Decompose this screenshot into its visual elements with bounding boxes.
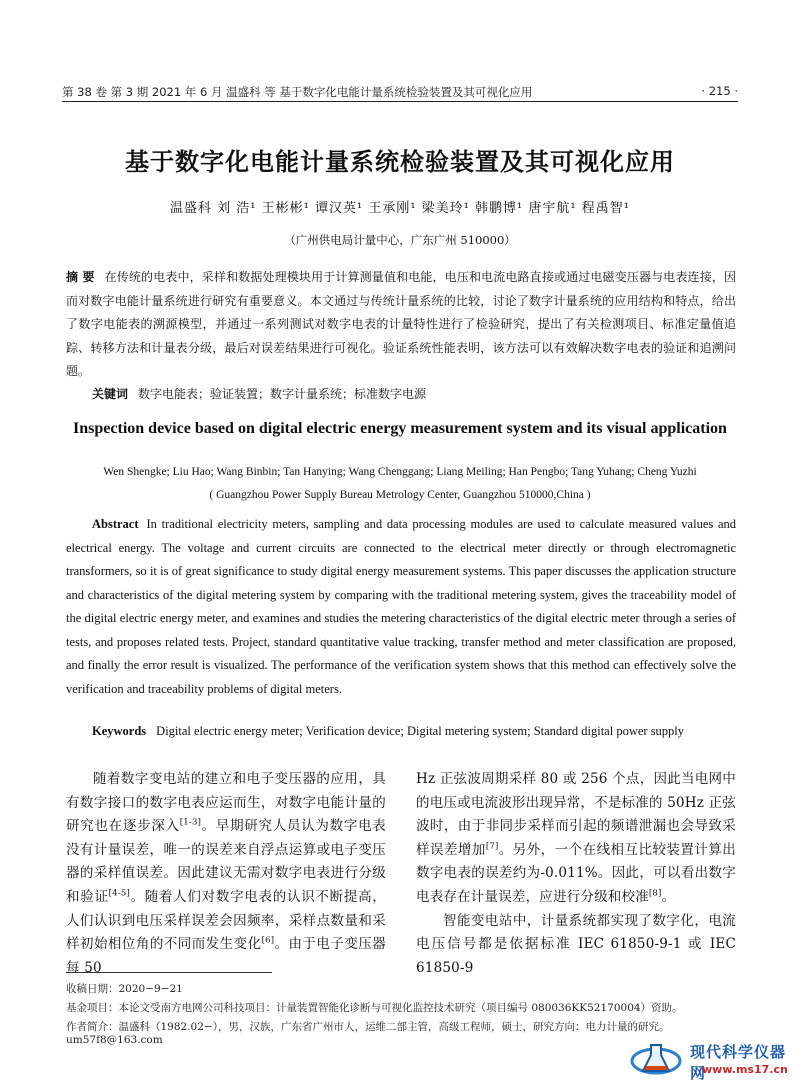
body-text: 。 bbox=[661, 888, 676, 905]
author-list: 温盛科 刘 浩¹ 王彬彬¹ 谭汉英¹ 王承刚¹ 梁美玲¹ 韩鹏博¹ 唐宇航¹ 程禹智¹ bbox=[170, 201, 630, 216]
english-abstract bbox=[66, 513, 736, 701]
chinese-keywords-text: 数字电能表；验证装置；数字计量系统；标准数字电源 bbox=[138, 387, 427, 401]
english-title: Inspection device based on digital electric energy measurement system and its visual application bbox=[73, 420, 727, 437]
body-text: 。由于电子变压器每 50 bbox=[66, 936, 386, 976]
citation: [6] bbox=[261, 935, 275, 946]
footnote-received: 收稿日期：2020−9−21 bbox=[66, 983, 183, 995]
body-paragraph: 智能变电站中，计量系统都实现了数字化，电流电压信号都是依据标准 IEC 61850-9-1 或 IEC 61850-9 bbox=[416, 912, 736, 976]
chinese-keywords bbox=[92, 385, 426, 402]
english-keywords bbox=[92, 724, 684, 739]
body-paragraph bbox=[66, 768, 386, 980]
footnote-author: 作者简介：温盛科（1982.02−），男，汉族，广东省广州市人，运维二部主管，高级工程师，硕士，研究方向：电力计量的研究。um57f8@163.com bbox=[66, 1021, 670, 1046]
header-journal-info: 第 38 卷 第 3 期 2021 年 6 月 温盛科 等 基于数字化电能计量系统检验装置及其可视化应用 bbox=[62, 85, 533, 99]
citation: [4-5] bbox=[108, 888, 130, 899]
body-text: 随着数字变电站的建立和电子变压器的应用，具有数字接口的数字电表应运而生，对数字电能计量的研究也在逐步深入 bbox=[66, 771, 386, 835]
citation: [8] bbox=[648, 888, 662, 899]
english-affiliation: ( Guangzhou Power Supply Bureau Metrology Center, Guangzhou 510000,China ) bbox=[209, 489, 591, 501]
body-text: Hz 正弦波周期采样 80 或 256 个点，因此当电网中的电压或电流波形出现异常，不是标准的 50Hz 正弦波时，由于非同步采样而引起的频谱泄漏也会导致采样误差增加 bbox=[416, 771, 736, 858]
body-column-left bbox=[66, 768, 386, 980]
english-abstract-label: Abstract bbox=[92, 517, 139, 531]
paper-title: 基于数字化电能计量系统检验装置及其可视化应用 bbox=[125, 148, 675, 176]
body-text: 。另外，一个在线相互比较装置计算出数字电表的误差约为-0.011%。因此，可以看出数字电表存在计量误差，应进行分级和校准 bbox=[416, 841, 736, 905]
watermark-url: www.ms17.cn bbox=[702, 1063, 788, 1076]
chinese-keywords-label: 关键词 bbox=[92, 387, 129, 401]
chinese-abstract-label: 摘 要 bbox=[66, 270, 95, 284]
english-keywords-text: Digital electric energy meter; Verification device; Digital metering system; Standard digital power supply bbox=[156, 724, 685, 738]
footnote-fund: 基金项目：本论文受南方电网公司科技项目：计量装置智能化诊断与可视化监控技术研究（项目编号 080036KK52170004）资助。 bbox=[66, 1002, 683, 1014]
watermark bbox=[620, 1035, 800, 1083]
citation: [7] bbox=[485, 841, 499, 852]
affiliation: （广州供电局计量中心，广东广州 510000） bbox=[284, 233, 516, 247]
english-keywords-label: Keywords bbox=[92, 724, 147, 738]
english-abstract-text: In traditional electricity meters, sampling and data processing modules are used to calculate measured values and electrical energy. The voltage and current circuits are connected to the electrical meter directly or through electromagnetic transformers, so it is of great significance to study digital energy measurement systems. This paper discusses the application structure and characteristics of the digital metering system by comparing with the traditional metering system, gives the traceability model of the digital electric energy meter, and examines and studies the metering characteristics of the digital electric meter through a series of tests, and proposes related tests. Project, standard quantitative value tracking, transfer method and meter classification are proposed, and finally the error result is visualized. The performance of the verification system shows that this method can effectively solve the verification and traceability problems of digital meters. bbox=[66, 517, 736, 696]
body-column-right bbox=[416, 768, 736, 980]
flask-logo-icon bbox=[630, 1039, 682, 1083]
body-paragraph bbox=[416, 768, 736, 910]
page-number: · 215 · bbox=[701, 84, 738, 98]
footnote-rule bbox=[66, 972, 272, 973]
chinese-abstract-text: 在传统的电表中，采样和数据处理模块用于计算测量值和电能，电压和电流电路直接或通过电磁变压器与电表连接，因而对数字电能计量系统进行研究有重要意义。本文通过与传统计量系统的比较，讨论了数字计量系统的应用结构和特点，给出了数字电能表的溯源模型，并通过一系列测试对数字电表的计量特性进行了检验研究，提出了有关检测项目、标准定量值追踪、转移方法和计量表分级，最后对误差结果进行可视化。验证系统性能表明，该方法可以有效解决数字电表的验证和追溯问题。 bbox=[66, 270, 736, 378]
chinese-abstract bbox=[66, 266, 736, 384]
citation: [1-3] bbox=[179, 817, 202, 828]
watermark-site-name: 现代科学仪器网 bbox=[690, 1043, 787, 1082]
body-text: 。随着人们对数字电表的认识不断提高，人们认识到电压采样误差会因频率，采样点数量和采样初始相位角的不同而发生变化 bbox=[66, 888, 386, 953]
body-text: 。早期研究人员认为数字电表没有计量误差，唯一的误差来自浮点运算或电子变压器的采样值误差。因此建议无需对数字电表进行分级和验证 bbox=[66, 818, 386, 905]
header-rule bbox=[62, 101, 738, 102]
english-author-list: Wen Shengke; Liu Hao; Wang Binbin; Tan Hanying; Wang Chenggang; Liang Meiling; Han Pengbo; Tang Yuhang; Cheng Yuzhi bbox=[103, 466, 697, 478]
